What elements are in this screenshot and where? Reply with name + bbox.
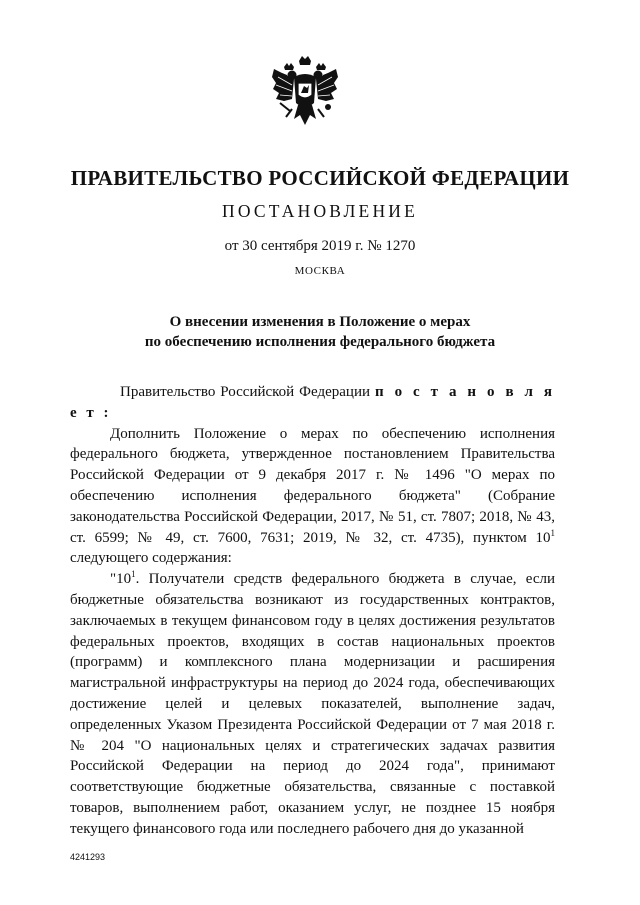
document-title-line-2: по обеспечению исполнения федерального бюджета (144, 334, 496, 350)
date-and-number: от 30 сентября 2019 г. № 1270 (224, 238, 416, 254)
organization-title: ПРАВИТЕЛЬСТВО РОССИЙСКОЙ ФЕДЕРАЦИИ (70, 166, 570, 190)
paragraph-1-text-end: следующего содержания: (70, 550, 232, 567)
paragraph-2 (70, 569, 555, 839)
paragraph-1-text: Дополнить Положение о мерах по обеспечению исполнения федерального бюджета, утвержденное постановлением Правительства Российской Федерации от 9 декабря 2017 г. № 1496 "О мерах по обеспечению исполнения федерального бюджета" (Собрание законодательства Российской Федерации, 2017, № 51, ст. 7807; 2018, № 43, ст. 6599; № 49, ст. 7600, 7631; 2019, № 32, ст. 4735), пунктом 10 (70, 425, 555, 546)
paragraph-2-superscript: 1 (131, 569, 136, 580)
document-type: ПОСТАНОВЛЕНИЕ (221, 201, 419, 221)
document-title (0, 312, 640, 352)
decree-word: п о с т а н о в л я е т : (70, 384, 555, 421)
paragraph-2-start: "10 (110, 571, 132, 588)
document-body (70, 382, 555, 840)
document-title-line-1: О внесении изменения в Положение о мерах (169, 314, 471, 330)
document-id-number: 4241293 (70, 852, 106, 862)
state-emblem-icon (270, 55, 340, 139)
city: МОСКВА (294, 265, 346, 277)
paragraph-1 (70, 424, 555, 570)
paragraph-1-superscript: 1 (550, 527, 555, 538)
paragraph-2-text: . Получатели средств федерального бюджета в случае, если бюджетные обязательства возникают из государственных контрактов, заключаемых в текущем финансовом году в целях достижения результатов федеральных проектов, входящих в состав национальных проектов (программ) и комплексного плана модернизации и расширения магистральной инфраструктуры на период до 2024 года, обеспечивающих достижение целей и целевых показателей, выполнение задач, определенных Указом Президента Российской Федерации от 7 мая 2018 г. № 204 "О национальных целях и стратегических задачах развития Российской Федерации на период до 2024 года", принимают соответствующие бюджетные обязательства, связанные с поставкой товаров, выполнением работ, оказанием услуг, не позднее 15 ноября текущего финансового года или последнего рабочего дня до указанной (70, 571, 555, 837)
preamble-paragraph (70, 382, 555, 424)
preamble-text: Правительство Российской Федерации (120, 384, 371, 400)
